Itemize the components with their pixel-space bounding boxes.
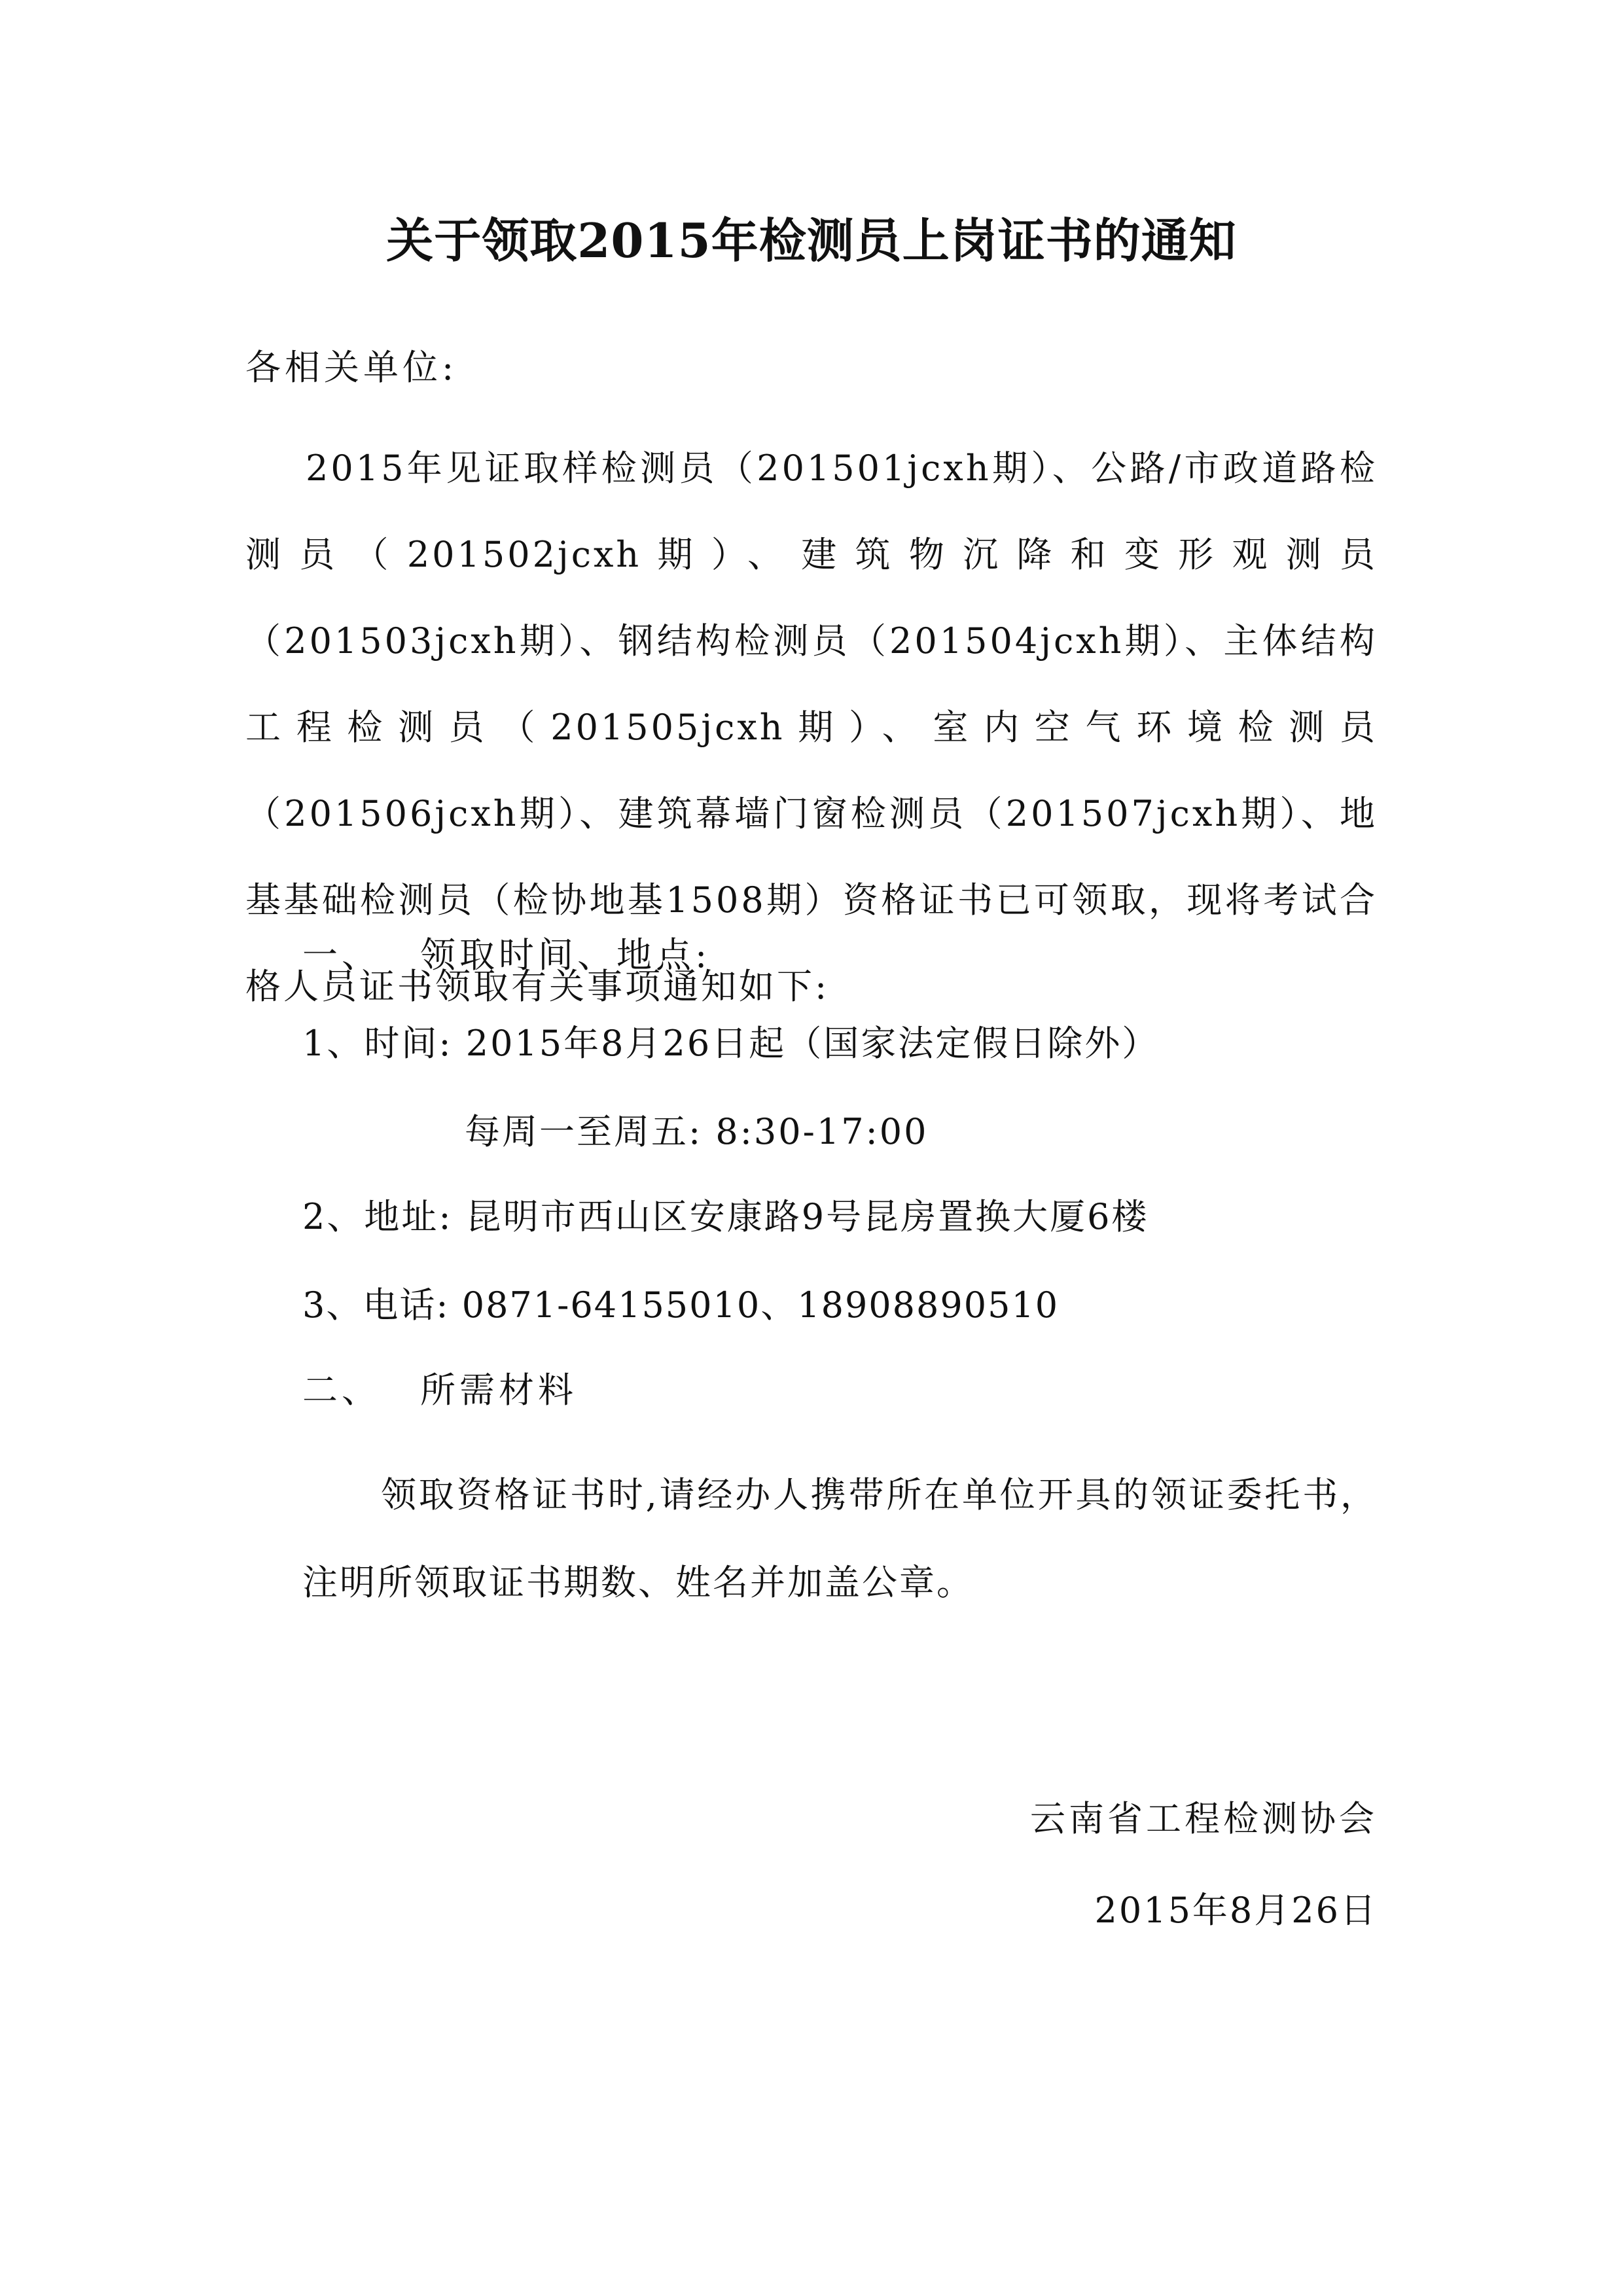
section-number: 二、 bbox=[302, 1369, 381, 1411]
item-time: 1、时间: 2015年8月26日起（国家法定假日除外） bbox=[302, 1023, 1160, 1064]
item-phone: 3、电话: 0871-64155010、18908890510 bbox=[302, 1284, 1060, 1326]
body-paragraph: 2015年见证取样检测员（201501jcxh期）、公路/市政道路检测员（201502jcxh期）、建筑物沉降和变形观测员（201503jcxh期）、钢结构检测员（201504jcxh期）、主体结构工程检测员（201505jcxh期）、室内空气环境检测员（201506jcxh期）、建筑幕墙门窗检测员（201507jcxh期）、地基基础检测员（检协地基1508期）资格证书已可领取，现将考试合格人员证书领取有关事项通知如下: bbox=[245, 448, 1378, 1007]
item-address: 2、地址: 昆明市西山区安康路9号昆房置换大厦6楼 bbox=[302, 1196, 1149, 1237]
section-number: 一、 bbox=[302, 934, 381, 976]
signature-organization: 云南省工程检测协会 bbox=[1030, 1798, 1378, 1839]
section-heading-2 bbox=[302, 1364, 577, 1417]
section-label: 所需材料 bbox=[420, 1369, 577, 1411]
signature-date: 2015年8月26日 bbox=[1094, 1890, 1378, 1931]
item-hours: 每周一至周五: 8:30-17:00 bbox=[465, 1111, 929, 1152]
salutation: 各相关单位: bbox=[245, 347, 458, 388]
section-heading-1 bbox=[302, 929, 711, 981]
section-label: 领取时间、地点: bbox=[420, 934, 711, 976]
materials-paragraph: 领取资格证书时,请经办人携带所在单位开具的领证委托书，注明所领取证书期数、姓名并加盖公章。 bbox=[302, 1474, 1378, 1603]
document-title: 关于领取2015年检测员上岗证书的通知 bbox=[386, 213, 1237, 268]
